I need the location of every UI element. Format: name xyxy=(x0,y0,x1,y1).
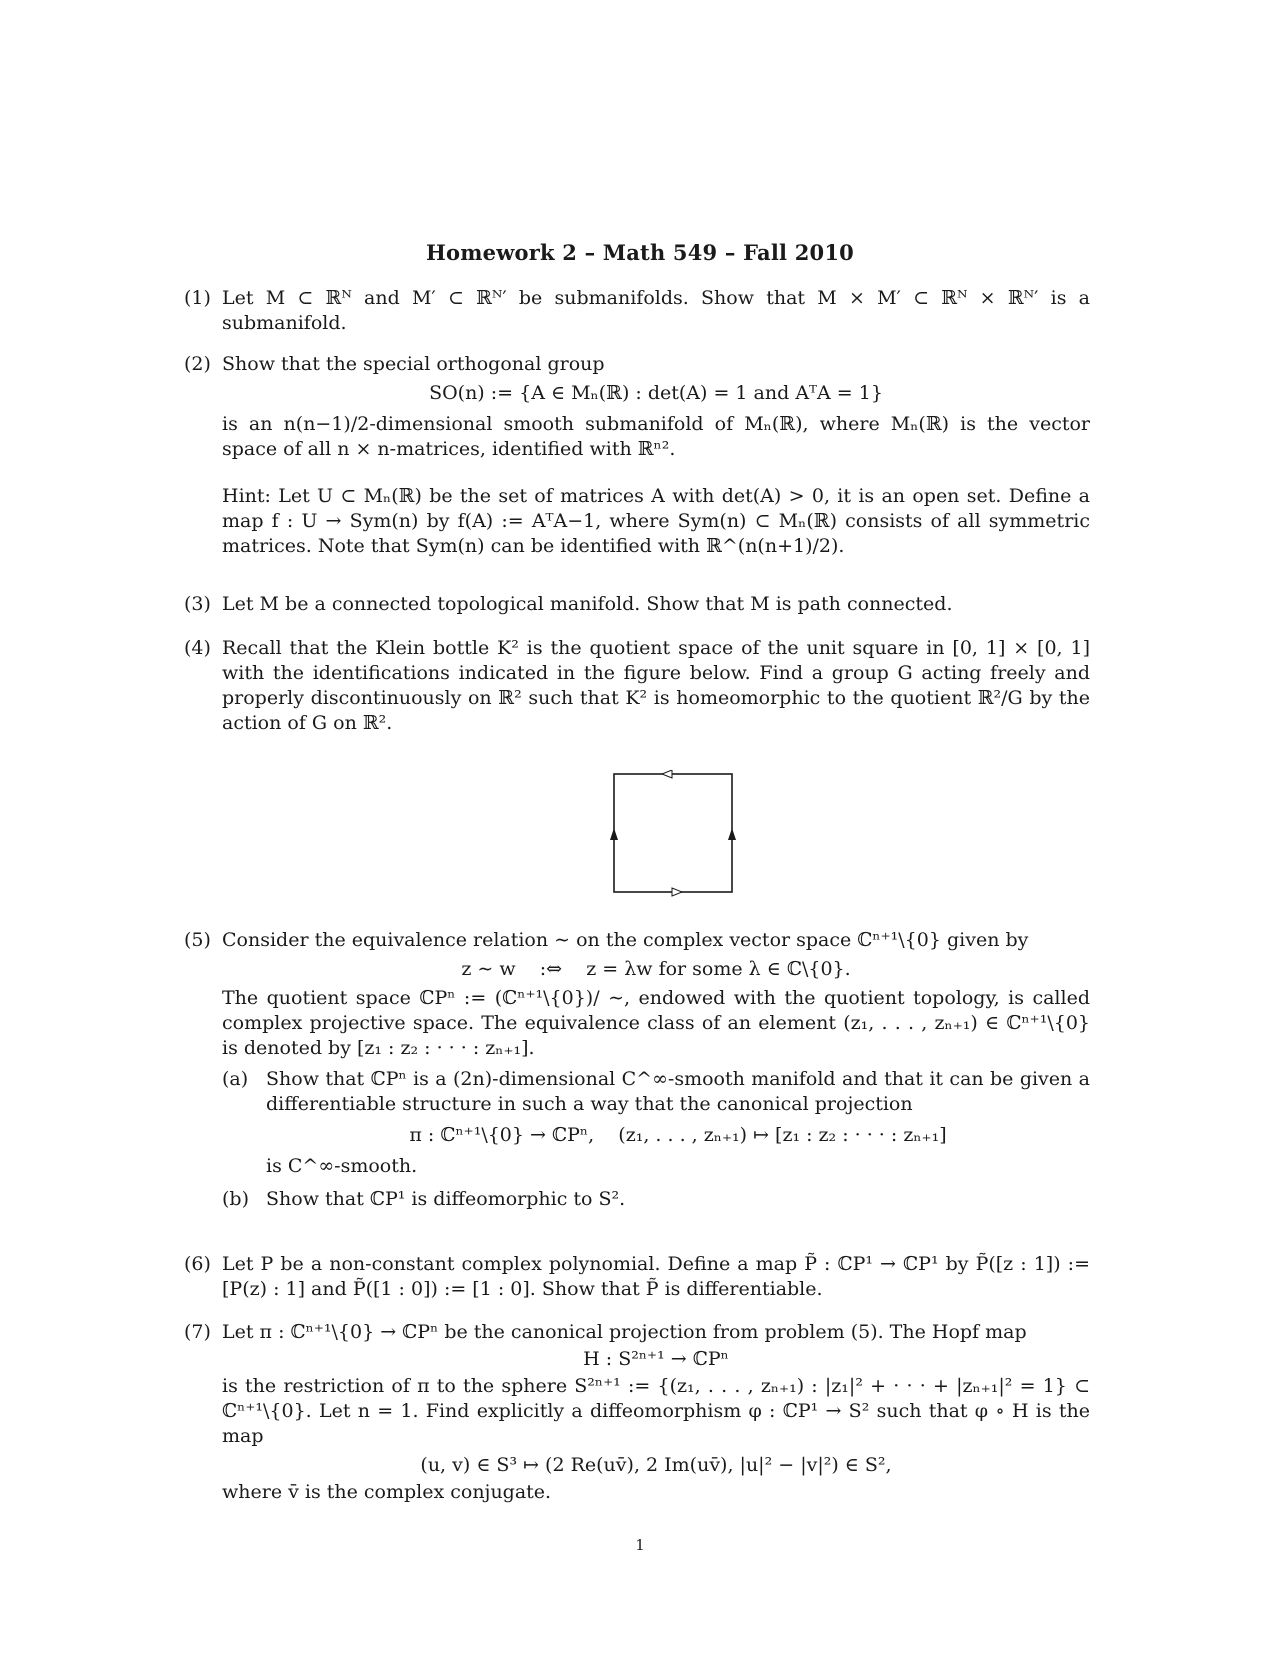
subproblem-label: (b) xyxy=(222,1188,249,1210)
problem-3 xyxy=(184,592,1090,617)
problem-text: is an n(n−1)/2-dimensional smooth submanifold of Mₙ(ℝ), where Mₙ(ℝ) is the vector space of all n × n-matrices, identified with ℝⁿ². xyxy=(222,413,1090,460)
page-number: 1 xyxy=(635,1536,645,1554)
right-edge-up-arrow-icon xyxy=(728,828,736,840)
problem-number: (1) xyxy=(184,287,211,309)
problem-number: (3) xyxy=(184,593,211,615)
problem-text: Let P be a non-constant complex polynomial. Define a map P̃ : ℂP¹ → ℂP¹ by P̃([z : 1]) := [P(z) : 1] and P̃([1 : 0]) := [1 : 0]. Show that P̃ is differentiable. xyxy=(222,1253,1090,1300)
bottom-edge-right-arrow-icon xyxy=(672,888,682,896)
subproblem-text: Show that ℂPⁿ is a (2n)-dimensional C^∞-smooth manifold and that it can be given a differentiable structure in such a way that the canonical projection xyxy=(266,1068,1090,1115)
page-title: Homework 2 – Math 549 – Fall 2010 xyxy=(426,240,854,265)
formula-equivalence: z ∼ w :⇔ z = λw for some λ ∈ ℂ\{0}. xyxy=(461,958,851,980)
problem-text: Recall that the Klein bottle K² is the quotient space of the unit square in [0, 1] × [0, 1] with the identifications indicated in the figure below. Find a group G acting freely and properly discontinuously on ℝ² such that K² is homeomorphic to the quotient ℝ²/G by the action of G on ℝ². xyxy=(222,637,1090,734)
problem-text: The quotient space ℂPⁿ := (ℂⁿ⁺¹\{0})/ ∼, endowed with the quotient topology, is called complex projective space. The equivalence class of an element (z₁, . . . , zₙ₊₁) ∈ ℂⁿ⁺¹\{0} is denoted by [z₁ : z₂ : · · · : zₙ₊₁]. xyxy=(222,987,1090,1059)
problem-intro: Consider the equivalence relation ∼ on the complex vector space ℂⁿ⁺¹\{0} given by xyxy=(222,929,1029,951)
subproblem-text: Show that ℂP¹ is diffeomorphic to S². xyxy=(266,1188,626,1210)
problem-text: Let M ⊂ ℝᴺ and M′ ⊂ ℝᴺ′ be submanifolds. Show that M × M′ ⊂ ℝᴺ × ℝᴺ′ is a submanifold. xyxy=(222,287,1090,334)
problem-5 xyxy=(184,928,1090,1212)
klein-bottle-square-figure xyxy=(610,770,740,900)
unit-square xyxy=(614,774,732,892)
problem-number: (5) xyxy=(184,929,211,951)
problem-intro: Let π : ℂⁿ⁺¹\{0} → ℂPⁿ be the canonical projection from problem (5). The Hopf map xyxy=(222,1321,1027,1343)
problem-number: (7) xyxy=(184,1321,211,1343)
subproblem-b xyxy=(222,1187,1090,1212)
problem-text-end: where v̄ is the complex conjugate. xyxy=(222,1481,552,1503)
problem-text: is the restriction of π to the sphere S²ⁿ⁺¹ := {(z₁, . . . , zₙ₊₁) : |z₁|² + · · · + |zₙ₊₁|² = 1} ⊂ ℂⁿ⁺¹\{0}. Let n = 1. Find explicitly a diffeomorphism φ : ℂP¹ → S² such that φ ∘ H is the map xyxy=(222,1375,1090,1447)
formula-so-n: SO(n) := {A ∈ Mₙ(ℝ) : det(A) = 1 and AᵀA = 1} xyxy=(429,382,883,404)
problem-2 xyxy=(184,352,1090,559)
problem-7 xyxy=(184,1320,1090,1505)
problem-text: Let M be a connected topological manifold. Show that M is path connected. xyxy=(222,593,953,615)
hint-text: Hint: Let U ⊂ Mₙ(ℝ) be the set of matrices A with det(A) > 0, it is an open set. Define a map f : U → Sym(n) by f(A) := AᵀA−1, where Sym(n) ⊂ Mₙ(ℝ) consists of all symmetric matrices. Note that Sym(n) can be identified with ℝ^(n(n+1)/2). xyxy=(222,485,1090,557)
left-edge-up-arrow-icon xyxy=(610,828,618,840)
formula-explicit-map: (u, v) ∈ S³ ↦ (2 Re(uv̄), 2 Im(uv̄), |u|² − |v|²) ∈ S², xyxy=(420,1454,892,1476)
formula-projection: π : ℂⁿ⁺¹\{0} → ℂPⁿ, (z₁, . . . , zₙ₊₁) ↦ [z₁ : z₂ : · · · : zₙ₊₁] xyxy=(409,1124,947,1146)
formula-hopf-map: H : S²ⁿ⁺¹ → ℂPⁿ xyxy=(583,1348,729,1370)
subproblem-label: (a) xyxy=(222,1068,249,1090)
problem-intro: Show that the special orthogonal group xyxy=(222,353,605,375)
problem-number: (4) xyxy=(184,637,211,659)
subproblem-text-end: is C^∞-smooth. xyxy=(266,1155,418,1177)
problem-6 xyxy=(184,1252,1090,1302)
problem-number: (2) xyxy=(184,353,211,375)
subproblem-a xyxy=(222,1067,1090,1179)
problem-number: (6) xyxy=(184,1253,211,1275)
top-edge-left-arrow-icon xyxy=(662,770,672,778)
problem-4 xyxy=(184,636,1090,736)
problem-1 xyxy=(184,286,1090,336)
